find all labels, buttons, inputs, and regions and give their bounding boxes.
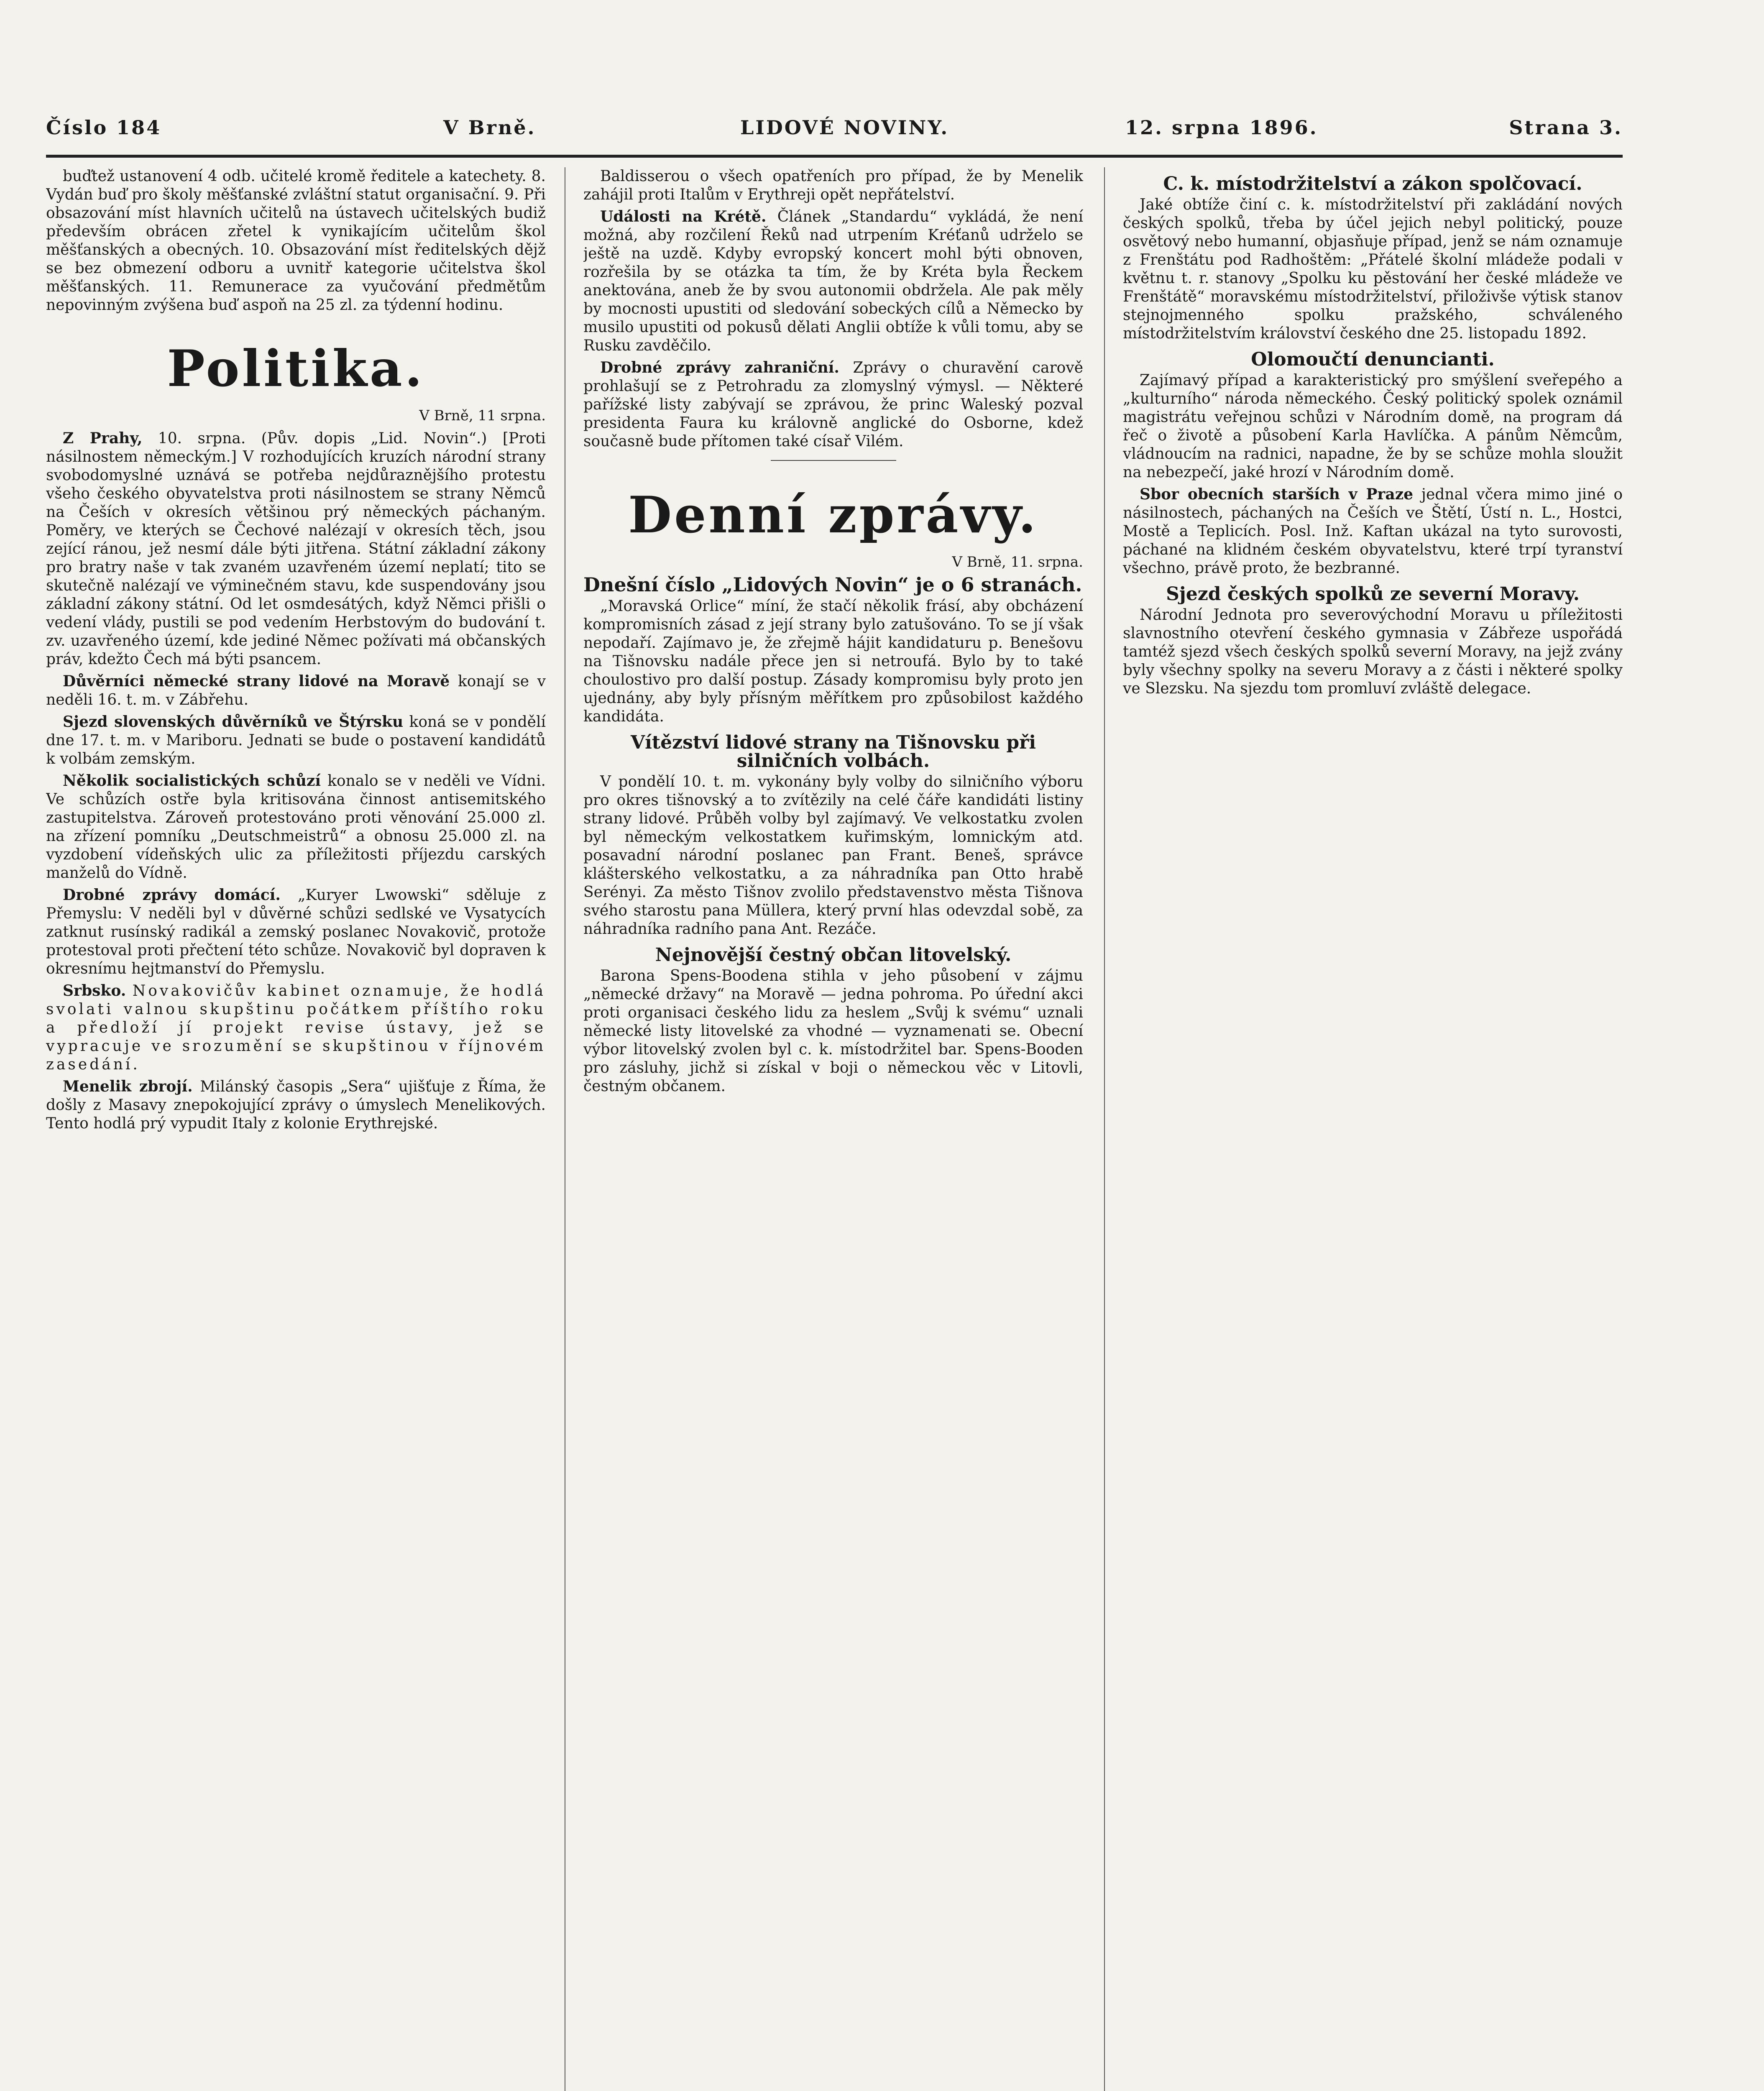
notice-pages: Dnešní číslo „Lidových Novin“ je o 6 stranách. [583,573,1082,596]
divider [771,460,896,461]
article-body: konají se v neděli 16. t. m. v Zábřehu. [46,673,546,708]
article-head: Drobné zprávy domácí. [63,886,281,904]
article-sbor [1123,485,1623,578]
article-body: Článek „Standardu“ vykládá, že není možná, aby rozčilení Řeků nad utrpením Kréťanů udrželo se ještě na uzdě. Kdyby evropský koncert mohl býti obnoven, rozřešila by se otázka ta tím, že by Kréta byla Řeckem anektována, aneb že by svou autonomii obdržela. Ale pak měly by mocnosti upustiti od sledování sobeckých cílů a Německo by musilo upustiti od pokusů dělati Anglii obtíže k vůli tomu, aby se Rusku zavděčilo. [583,208,1083,354]
article-sjezd-slovensky [46,713,546,768]
article-drobne-domaci [46,886,546,978]
article-body: Zprávy o churavění carově prohlašují se z Petrohradu za zlomyslný výmysl. — Některé pařížské listy zabývají se zprávou, že princ Waleský pozval presidenta Faura ku královně anglické do Osborne, kdež současně bude přítomen také císař Vilém. [583,359,1083,450]
article-head: Drobné zprávy zahraniční. [600,359,839,376]
article-ck: Jaké obtíže činí c. k. místodržitelství při zakládání nových českých spolků, třeba by účel jejich nebyl politický, pouze osvětový nebo humanní, objasňuje případ, jenž se nám oznamuje z Frenštátu pod Radhoštěm: „Přátelé školní mládeže podali v květnu t. r. stanovy „Spolku ku pěstování her české mládeže ve Frenštátě“ moravskému místodržitelství, přiloživše výtisk stanov stejnojmenného spolku pražského, schváleného místodržitelstvím království českého dne 25. listopadu 1892. [1123,196,1623,342]
article-krete [583,207,1083,355]
article-head: Několik socialistických schůzí [63,772,321,790]
masthead-title: LIDOVÉ NOVINY. [740,116,949,139]
article-body: Novakovičův kabinet oznamuje, že hodlá svolati valnou skupštinu počátkem příštího roku a předloží jí projekt revise ústavy, jež se vypracuje ve srozumění se skupštinou v říjnovém zasedání. [46,982,546,1073]
article-body: koná se v pondělí dne 17. t. m. v Mariboru. Jednati se bude o postavení kandidátů k volbám zemským. [46,713,546,767]
page-header [46,109,1623,158]
section-title-politika: Politika. [167,339,425,398]
page-number: Strana 3. [1509,116,1623,139]
newspaper-page [46,109,1623,2091]
article-head: Olomoučtí denuncianti. [1251,349,1495,370]
article-srbsko [46,982,546,1074]
column-rule [1104,167,1105,2091]
article-body: Milánský časopis „Sera“ ujišťuje z Říma, že došly z Masavy znepokojující zprávy o úmyslech Menelikových. Tento hodlá prý vypudit Italy z kolonie Erythrejské. [46,1078,546,1132]
continued-paragraph: Baldisserou o všech opatřeních pro případ, že by Menelik zahájil proti Italům v Erythreji opět nepřátelství. [583,168,1083,203]
article-head: Události na Krétě. [600,208,767,225]
column-1 [46,167,546,2091]
article-olomouc: Zajímavý případ a karakteristický pro smýšlení sveřepého a „kulturního“ národa německého. Český politický spolek oznámil magistrátu veřejnou schůzi v Národním domě, na program dá řeč o životě a působení Karla Havlíčka. A pánům Němcům, vládnoucím na radnici, napadne, že by se schůze mohla sloužit na nebezpečí, jaké hrozí v Národním domě. [1123,372,1623,481]
article-head: Nejnovější čestný občan litovelský. [655,944,1012,966]
article-lead: Z Prahy, [63,429,143,447]
section-title-denni-zpravy: Denní zprávy. [628,486,1038,544]
article-head: Sjezd slovenských důvěrníků ve Štýrsku [63,713,404,731]
article-head: Menelik zbrojí. [63,1078,193,1095]
article-body: konalo se v neděli ve Vídni. Ve schůzích ostře byla kritisována činnost antisemitského zastupitelstva. Zároveň protestováno proti věnování 25.000 zl. na zřízení pomníku „Deutschmeistrů“ a obnosu 25.000 zl. na vyzdobení vídeňských ulic za příležitosti příjezdu carských manželů do Vídně. [46,772,546,882]
article-body: 10. srpna. (Pův. dopis „Lid. Novin“.) [Proti násilnostem německým.] V rozhodujících kruzích národní strany svobodomyslné uznává se potřeba nejdůraznějšího protestu všeho českého obyvatelstva proti násilnostem se strany Němců na Češích v okresích většinou prý německých páchaným. Poměry, ve kterých se Čechové nalézají v okresích těch, jsou zející ránou, jež nesmí dále býti jitřena. Státní základní zákony pro bratry naše v tak zvaném uzavřeném území neplatí; tito se skutečně nalézají ve výminečném stavu, kde suspendovány jsou základní zákony státní. Od let osmdesátých, když Němci přišli o vedení vlády, pustili se pod vedením Herbstovým do budování t. zv. uzavřeného území, kde jediné Němec požívati má občanských práv, kdežto Čech má býti psancem. [46,430,546,668]
article-head: Srbsko. [63,982,126,999]
article-body: jednal včera mimo jiné o násilnostech, páchaných na Češích ve Štětí, Ústí n. L., Hostci, Mostě a Teplicích. Posl. Inž. Kaftan ukázal na tyto surovosti, páchané na klidném českém obyvatelstvu, které trpí tyranství všechno, právě proto, že bezbranné. [1123,486,1623,577]
column-2 [583,167,1083,2091]
issue-number: Číslo 184 [46,116,162,139]
article-head: Sjezd českých spolků ze severní Moravy. [1166,583,1580,605]
article-duvernici [46,672,546,709]
article-nejnovejsi: Barona Spens-Boodena stihla v jeho působení v zájmu „německé državy“ na Moravě — jedna pohroma. Po úřední akci proti organisaci českého lidu za heslem „Svůj k svému“ uznali německé listy litovelské za vhodné — vyznamenati se. Obecní výbor litovelský zvolen byl c. k. místodržitel bar. Spens-Booden pro zásluhy, jichž si získal v boji o německou věc v Litovli, čestným občanem. [583,967,1083,1095]
article-praha [46,429,546,669]
dateline: V Brně, 11. srpna. [952,554,1083,570]
article-socialisticke-schuze [46,772,546,882]
dateline: V Brně, 11 srpna. [419,407,546,424]
article-menelik [46,1077,546,1133]
article-sjezd-spolku: Národní Jednota pro severovýchodní Moravu u příležitosti slavnostního otevření českého gymnasia v Zábřeze uspořádá tamtéž sjezd všech českých spolků severní Moravy, na jejž zvány byly všechny spolky na severu Moravy a z části i některé spolky ve Slezsku. Na sjezdu tom promluví zvláště delegace. [1123,606,1623,697]
article-head: Vítězství lidové strany na Tišnovsku při silničních volbách. [630,732,1036,772]
article-orlice: „Moravská Orlice“ míní, že stačí několik frásí, aby obcházení kompromisních zásad z její strany bylo zatušováno. To se jí však nepodaří. Zajímavo je, že zřejmě hájit kandidaturu p. Benešovu na Tišnovsku nadále přece jen si netroufá. Bylo by to také choulostivo pro další postup. Zásady kompromisu byly proto jen ujednány, aby byly přísným měřítkem pro způsobilost každého kandidáta. [583,598,1083,725]
article-drobne-zahranicni [583,358,1083,451]
article-head: Důvěrníci německé strany lidové na Moravě [63,672,450,690]
article-vitezstvi: V pondělí 10. t. m. vykonány byly volby do silničního výboru pro okres tišnovský a to zvítězily na celé čáře kandidáti listiny strany lidové. Průběh volby byl zajímavý. Ve velkostatku zvolen byl německým velkostatkem kuřimským, lomnickým atd. posavadní národní poslanec pan Frant. Beneš, správce klášterského velkostatku, a za náhradníka pan Otto hrabě Serényi. Za město Tišnov zvolilo představenstvo města Tišnova svého starostu pana Müllera, který první hlas odevzdal sobě, za náhradníka radního pana Ant. Rezáče. [583,773,1083,938]
columns [46,167,1623,2091]
article-head: Sbor obecních starších v Praze [1140,486,1414,503]
intro-paragraph: buďtež ustanovení 4 odb. učitelé kromě ředitele a katechety. 8. Vydán buď pro školy měšťanské zvláštní statut organisační. 9. Při obsazování míst hlavních učitelů na ústavech učitelských budiž především obrácen zřetel k vynikajícím učitelům škol měšťanských a obecných. 10. Obsazování míst ředitelských dějž se bez obmezení odboru a uvnitř kategorie učitelstva škol měšťanských. 11. Remunerace za vyučování předmětům nepovinným zvýšena buď aspoň na 25 zl. za týdenní hodinu. [46,168,546,314]
issue-date: 12. srpna 1896. [1125,116,1318,139]
column-3 [1123,167,1623,2091]
article-body: „Kuryer Lwowski“ sděluje z Přemyslu: V neděli byl v důvěrné schůzi sedlské ve Vysatycích zatknut rusínský radikál a zemský poslanec Novakovič, protože protestoval proti přečtení této schůze. Novakovič byl dopraven k okresnímu hejtmanství do Přemyslu. [46,887,546,977]
article-head: C. k. místodržitelství a zákon spolčovací. [1163,173,1582,194]
place-of-publication: V Brně. [443,116,536,139]
